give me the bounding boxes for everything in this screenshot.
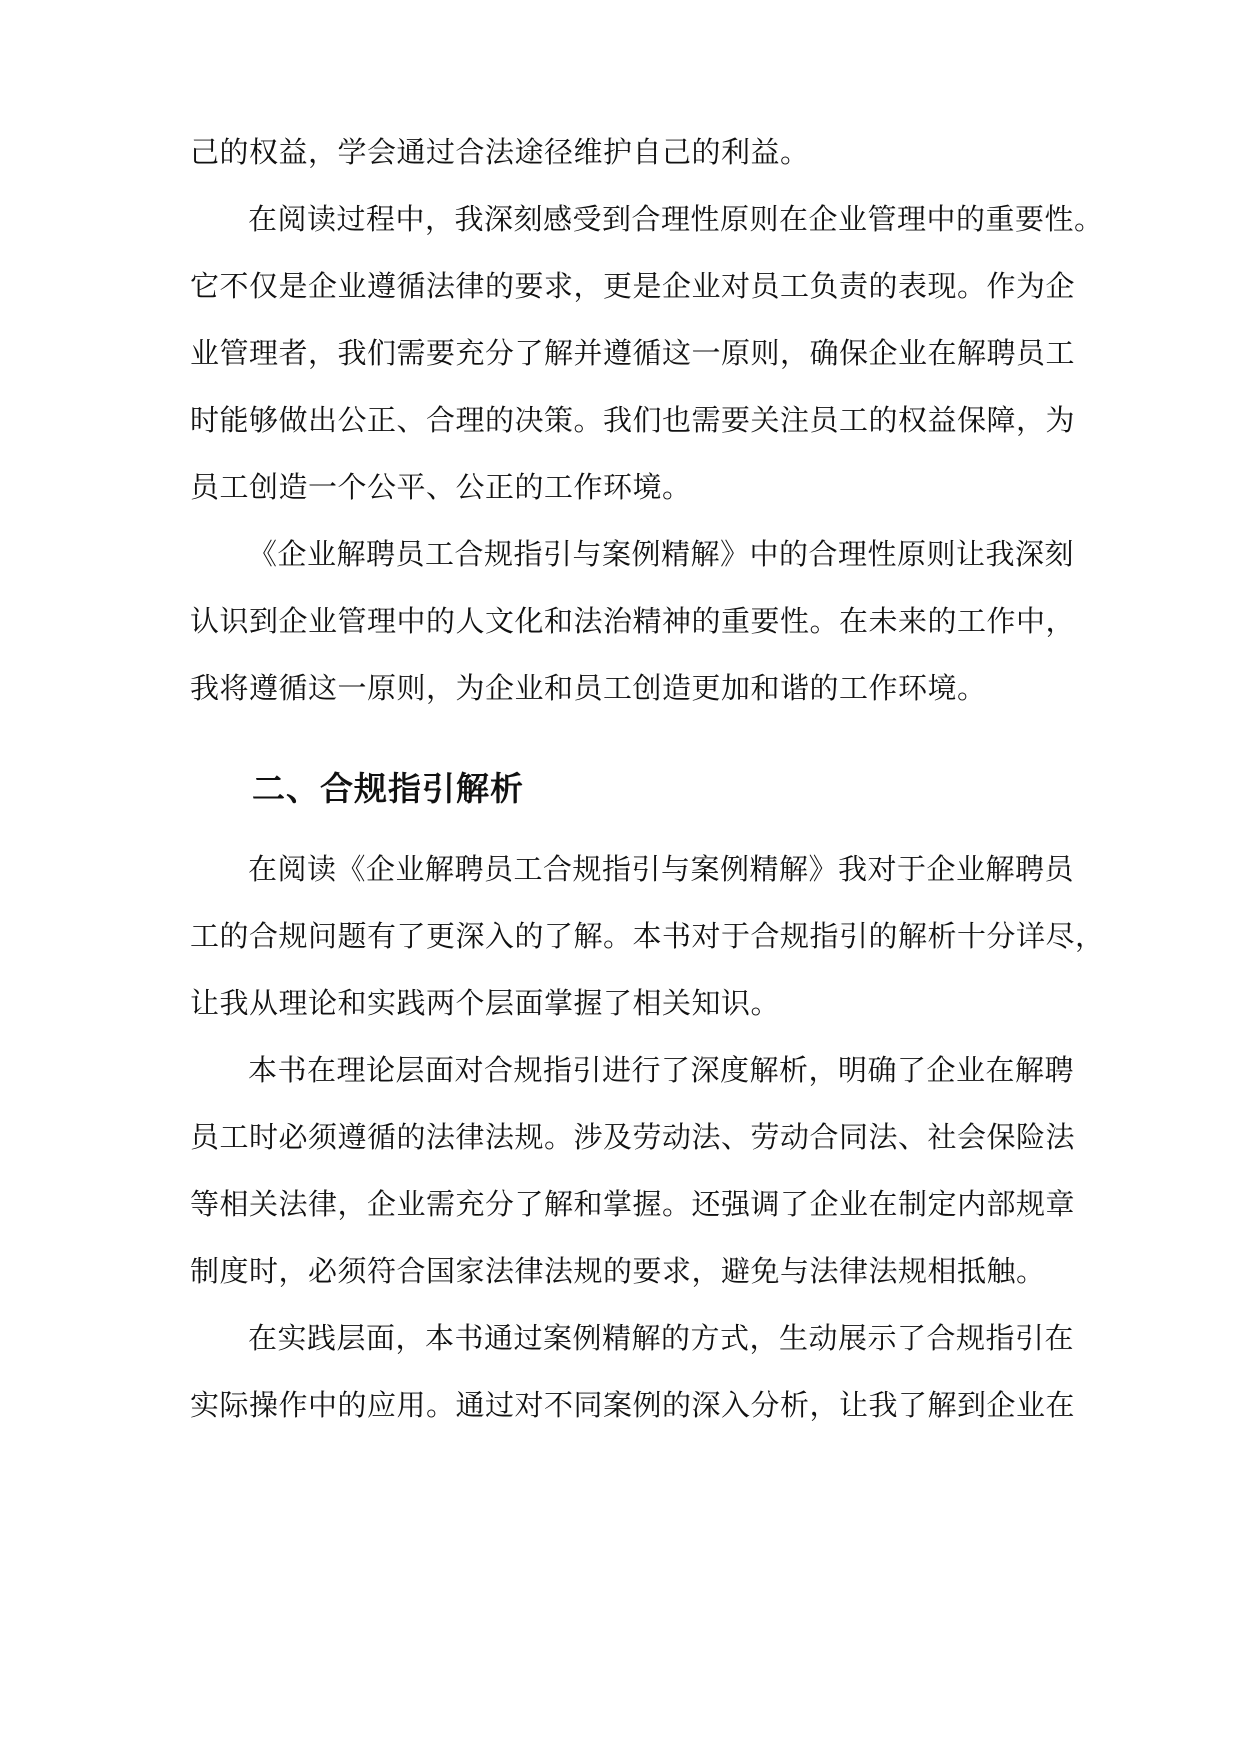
text-line: 在阅读过程中，我深刻感受到合理性原则在企业管理中的重要性。	[248, 202, 1104, 236]
section-heading: 二、合规指引解析	[252, 769, 524, 808]
text-line: 它不仅是企业遵循法律的要求，更是企业对员工负责的表现。作为企	[190, 269, 1076, 303]
text-line: 让我从理论和实践两个层面掌握了相关知识。	[190, 986, 781, 1020]
text-line: 工的合规问题有了更深入的了解。本书对于合规指引的解析十分详尽，	[190, 919, 1105, 953]
text-line: 业管理者，我们需要充分了解并遵循这一原则，确保企业在解聘员工	[190, 336, 1076, 370]
text-line: 我将遵循这一原则，为企业和员工创造更加和谐的工作环境。	[190, 671, 987, 705]
text-line: 在实践层面，本书通过案例精解的方式，生动展示了合规指引在	[248, 1321, 1075, 1355]
text-line: 时能够做出公正、合理的决策。我们也需要关注员工的权益保障，为	[190, 403, 1076, 437]
text-line: 本书在理论层面对合规指引进行了深度解析，明确了企业在解聘	[248, 1053, 1075, 1087]
text-line: 认识到企业管理中的人文化和法治精神的重要性。在未来的工作中，	[190, 604, 1076, 638]
text-line: 等相关法律，企业需充分了解和掌握。还强调了企业在制定内部规章	[190, 1187, 1076, 1221]
text-line: 在阅读《企业解聘员工合规指引与案例精解》我对于企业解聘员	[248, 852, 1075, 886]
text-line: 员工创造一个公平、公正的工作环境。	[190, 470, 692, 504]
text-line: 员工时必须遵循的法律法规。涉及劳动法、劳动合同法、社会保险法	[190, 1120, 1076, 1154]
text-line: 制度时，必须符合国家法律法规的要求，避免与法律法规相抵触。	[190, 1254, 1046, 1288]
text-line: 己的权益，学会通过合法途径维护自己的利益。	[190, 135, 810, 169]
text-line: 《企业解聘员工合规指引与案例精解》中的合理性原则让我深刻	[248, 537, 1075, 571]
text-line: 实际操作中的应用。通过对不同案例的深入分析，让我了解到企业在	[190, 1388, 1076, 1422]
